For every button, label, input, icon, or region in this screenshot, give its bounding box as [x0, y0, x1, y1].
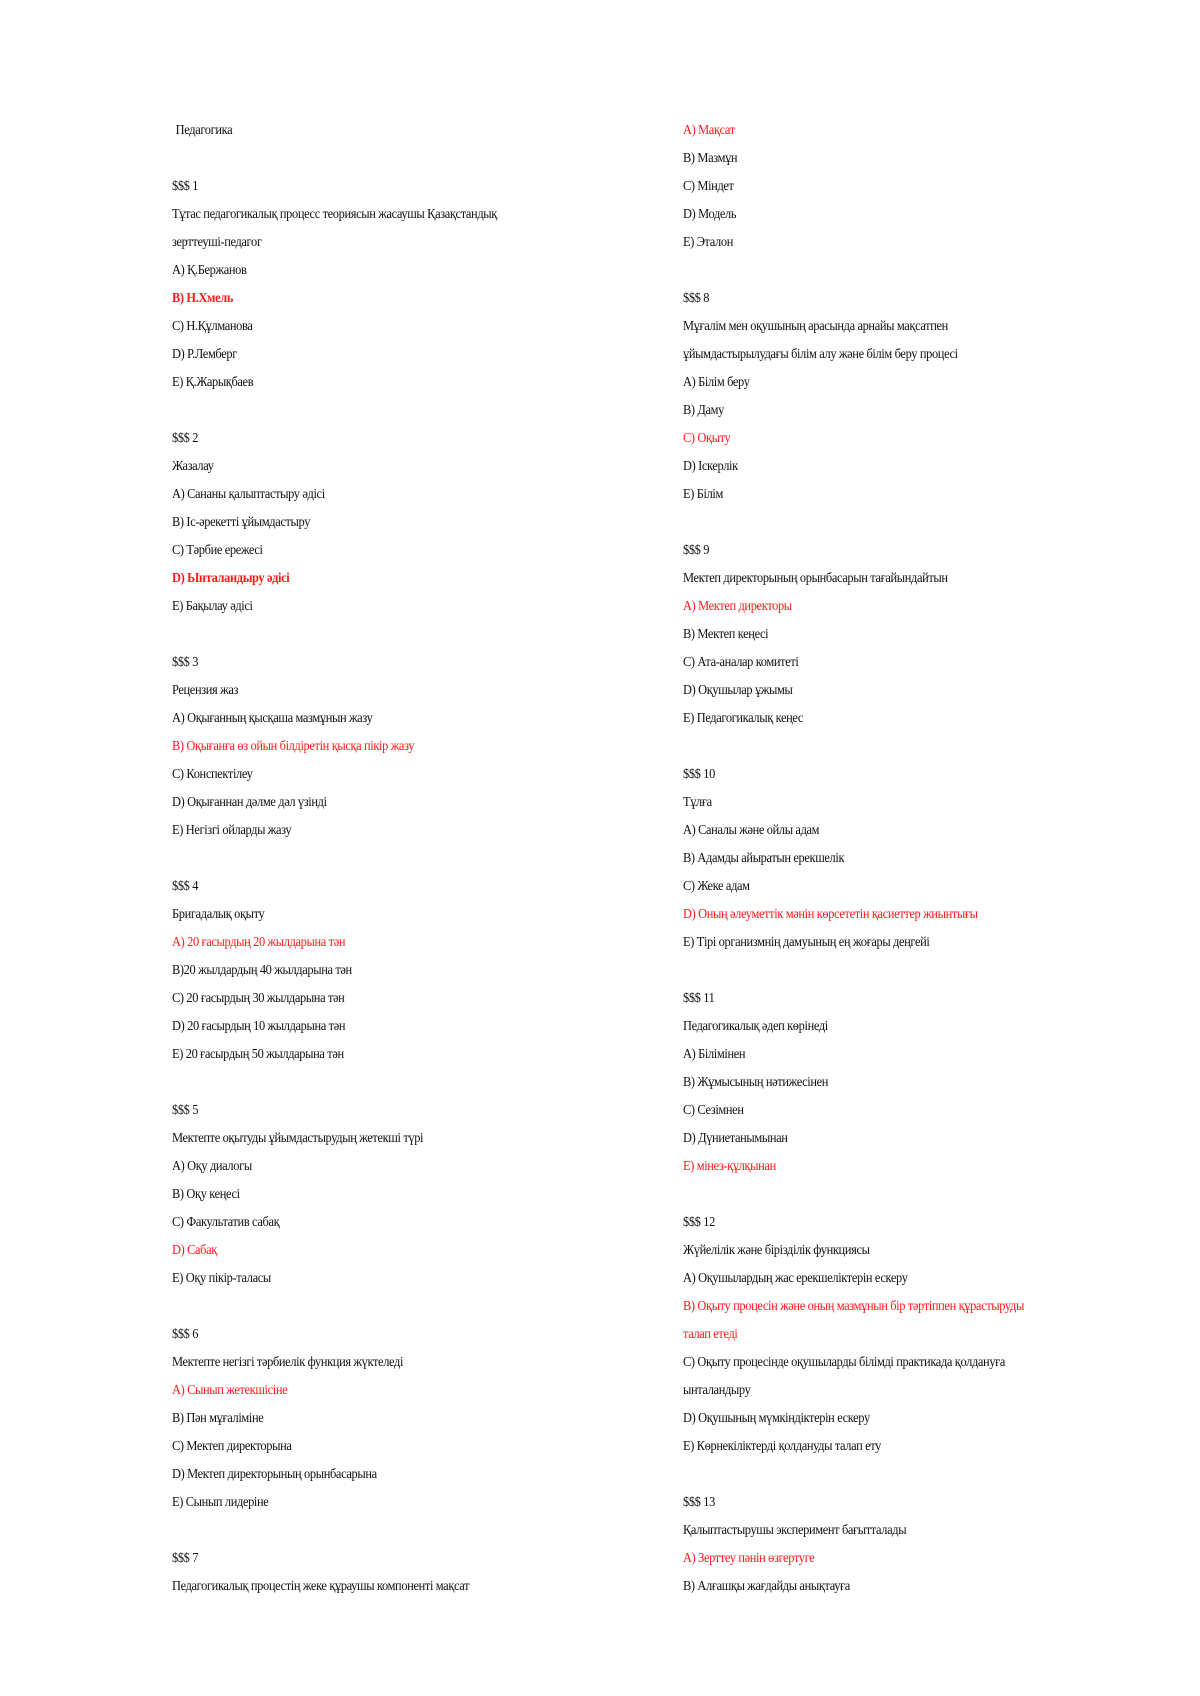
answer-option: C) Мектеп директорына	[172, 1438, 292, 1453]
answer-option-correct: A) Мектеп директоры	[683, 598, 792, 613]
spacer	[683, 956, 1133, 984]
answer-option: D) Модель	[683, 206, 737, 221]
question-number: $$$ 12	[683, 1214, 715, 1229]
answer-option: A) Қ.Бержанов	[172, 262, 247, 277]
spacer	[172, 396, 642, 424]
answer-option: B) Пән мұғаліміне	[172, 1410, 264, 1425]
answer-option: E) Эталон	[683, 234, 733, 249]
answer-option: C) Оқыту процесінде оқушыларды білімді практикада қолдануға	[683, 1354, 1006, 1369]
answer-option: D) Дүниетанымынан	[683, 1130, 788, 1145]
answer-option: E) Бақылау әдісі	[172, 598, 253, 613]
question-text: Педагогикалық әдеп көрінеді	[683, 1018, 828, 1033]
spacer	[683, 1460, 1133, 1488]
answer-option-correct: B) Оқығанға өз ойын білдіретін қысқа пікір жазу	[172, 738, 415, 753]
answer-option: D) Р.Лемберг	[172, 346, 237, 361]
answer-option: A) Білімінен	[683, 1046, 746, 1061]
answer-option: C) Сезімнен	[683, 1102, 744, 1117]
question-text: Педагогикалық процестің жеке құраушы компоненті мақсат	[172, 1578, 470, 1593]
question-number: $$$ 8	[683, 290, 710, 305]
answer-option: C) Ата-аналар комитеті	[683, 654, 799, 669]
answer-option: D) Мектеп директорының орынбасарына	[172, 1466, 377, 1481]
question-text: Мектепте оқытуды ұйымдастырудың жетекші түрі	[172, 1130, 424, 1145]
question-number: $$$ 10	[683, 766, 715, 781]
answer-option-correct: D) Оның әлеуметтік мәнін көрсететін қасиеттер жиынтығы	[683, 906, 978, 921]
answer-option: C) Конспектілеу	[172, 766, 253, 781]
answer-option-correct: B) Оқыту процесін және оның мазмұнын бір тәртіппен құрастыруды	[683, 1298, 1024, 1313]
spacer	[683, 508, 1133, 536]
question-text: Рецензия жаз	[172, 682, 239, 697]
question-text: Мектеп директорының орынбасарын тағайындайтын	[683, 570, 948, 585]
answer-option: A) Сананы қалыптастыру әдісі	[172, 486, 325, 501]
question-text: Жүйелілік және бірізділік функциясы	[683, 1242, 870, 1257]
answer-option: A) Оқу диалогы	[172, 1158, 252, 1173]
spacer	[172, 620, 642, 648]
left-column	[172, 116, 642, 1600]
answer-option: ынталандыру	[683, 1382, 751, 1397]
question-number: $$$ 6	[172, 1326, 199, 1341]
answer-option: E) Көрнекіліктерді қолдануды талап ету	[683, 1438, 882, 1453]
answer-option: D) 20 ғасырдың 10 жылдарына тән	[172, 1018, 346, 1033]
question-number: $$$ 1	[172, 178, 199, 193]
question-text: Мектепте негізгі тәрбиелік функция жүктеледі	[172, 1354, 404, 1369]
answer-option: C) Жеке адам	[683, 878, 750, 893]
answer-option: B) Мазмұн	[683, 150, 738, 165]
answer-option: B) Іс-әрекетті ұйымдастыру	[172, 514, 311, 529]
question-number: $$$ 4	[172, 878, 199, 893]
answer-option-correct: A) Мақсат	[683, 122, 735, 137]
answer-option: C) Факультатив сабақ	[172, 1214, 280, 1229]
answer-option-correct: A) Сынып жетекшісіне	[172, 1382, 288, 1397]
answer-option: E) Сынып лидеріне	[172, 1494, 269, 1509]
answer-option-correct: A) 20 ғасырдың 20 жылдарына тән	[172, 934, 346, 949]
spacer	[683, 256, 1133, 284]
answer-option: C) Н.Құлманова	[172, 318, 253, 333]
answer-option: D) Оқушының мүмкіндіктерін ескеру	[683, 1410, 870, 1425]
answer-option: E) Қ.Жарықбаев	[172, 374, 254, 389]
question-text: Қалыптастырушы эксперимент бағытталады	[683, 1522, 907, 1537]
spacer	[172, 1292, 642, 1320]
question-number: $$$ 9	[683, 542, 710, 557]
question-number: $$$ 13	[683, 1494, 715, 1509]
question-text: зерттеуші-педагог	[172, 234, 262, 249]
question-number: $$$ 5	[172, 1102, 199, 1117]
answer-option: E) 20 ғасырдың 50 жылдарына тән	[172, 1046, 344, 1061]
right-column	[683, 116, 1133, 1600]
question-number: $$$ 2	[172, 430, 199, 445]
question-number: $$$ 11	[683, 990, 715, 1005]
spacer	[172, 1516, 642, 1544]
answer-option: A) Оқушылардың жас ерекшеліктерін ескеру	[683, 1270, 908, 1285]
answer-option: D) Оқушылар ұжымы	[683, 682, 793, 697]
answer-option: B) Даму	[683, 402, 725, 417]
answer-option: E) Тірі организмнің дамуының ең жоғары деңгейі	[683, 934, 930, 949]
question-text: Мұғалім мен оқушының арасында арнайы мақсатпен	[683, 318, 948, 333]
answer-option-correct: B) Н.Хмель	[172, 290, 234, 305]
answer-option: E) Педагогикалық кеңес	[683, 710, 803, 725]
answer-option: B) Жұмысының нәтижесінен	[683, 1074, 829, 1089]
answer-option: D) Іскерлік	[683, 458, 738, 473]
answer-option-correct: A) Зерттеу пәнін өзгертуге	[683, 1550, 815, 1565]
answer-option: B) Мектеп кеңесі	[683, 626, 769, 641]
question-number: $$$ 3	[172, 654, 199, 669]
answer-option: A) Оқығанның қысқаша мазмұнын жазу	[172, 710, 373, 725]
answer-option: E) Негізгі ойларды жазу	[172, 822, 292, 837]
answer-option: D) Оқығаннан дәлме дәл үзінді	[172, 794, 327, 809]
answer-option-correct: талап етеді	[683, 1326, 738, 1341]
answer-option: C) 20 ғасырдың 30 жылдарына тән	[172, 990, 345, 1005]
question-text: Тұлға	[683, 794, 712, 809]
answer-option: B) Адамды айыратын ерекшелік	[683, 850, 845, 865]
answer-option: C) Міндет	[683, 178, 734, 193]
answer-option: C) Тәрбие ережесі	[172, 542, 263, 557]
question-number: $$$ 7	[172, 1550, 199, 1565]
answer-option-correct: E) мінез-құлқынан	[683, 1158, 776, 1173]
question-text: Тұтас педагогикалық процесс теориясын жасаушы Қазақстандық	[172, 206, 497, 221]
answer-option: E) Білім	[683, 486, 723, 501]
answer-option-correct: D) Сабақ	[172, 1242, 217, 1257]
answer-option-correct: C) Оқыту	[683, 430, 731, 445]
answer-option: B) Алғашқы жағдайды анықтауға	[683, 1578, 850, 1593]
question-text: Жазалау	[172, 458, 214, 473]
spacer	[172, 144, 642, 172]
question-text: ұйымдастырылудағы білім алу және білім беру процесі	[683, 346, 958, 361]
answer-option: B)20 жылдардың 40 жылдарына тән	[172, 962, 352, 977]
spacer	[172, 1068, 642, 1096]
answer-option-correct: D) Ынталандыру әдісі	[172, 570, 290, 585]
spacer	[172, 844, 642, 872]
answer-option: A) Саналы және ойлы адам	[683, 822, 820, 837]
answer-option: B) Оқу кеңесі	[172, 1186, 240, 1201]
question-text: Бригадалық оқыту	[172, 906, 265, 921]
answer-option: E) Оқу пікір-таласы	[172, 1270, 271, 1285]
spacer	[683, 732, 1133, 760]
spacer	[683, 1180, 1133, 1208]
document-title: Педагогика	[175, 122, 233, 137]
answer-option: A) Білім беру	[683, 374, 750, 389]
